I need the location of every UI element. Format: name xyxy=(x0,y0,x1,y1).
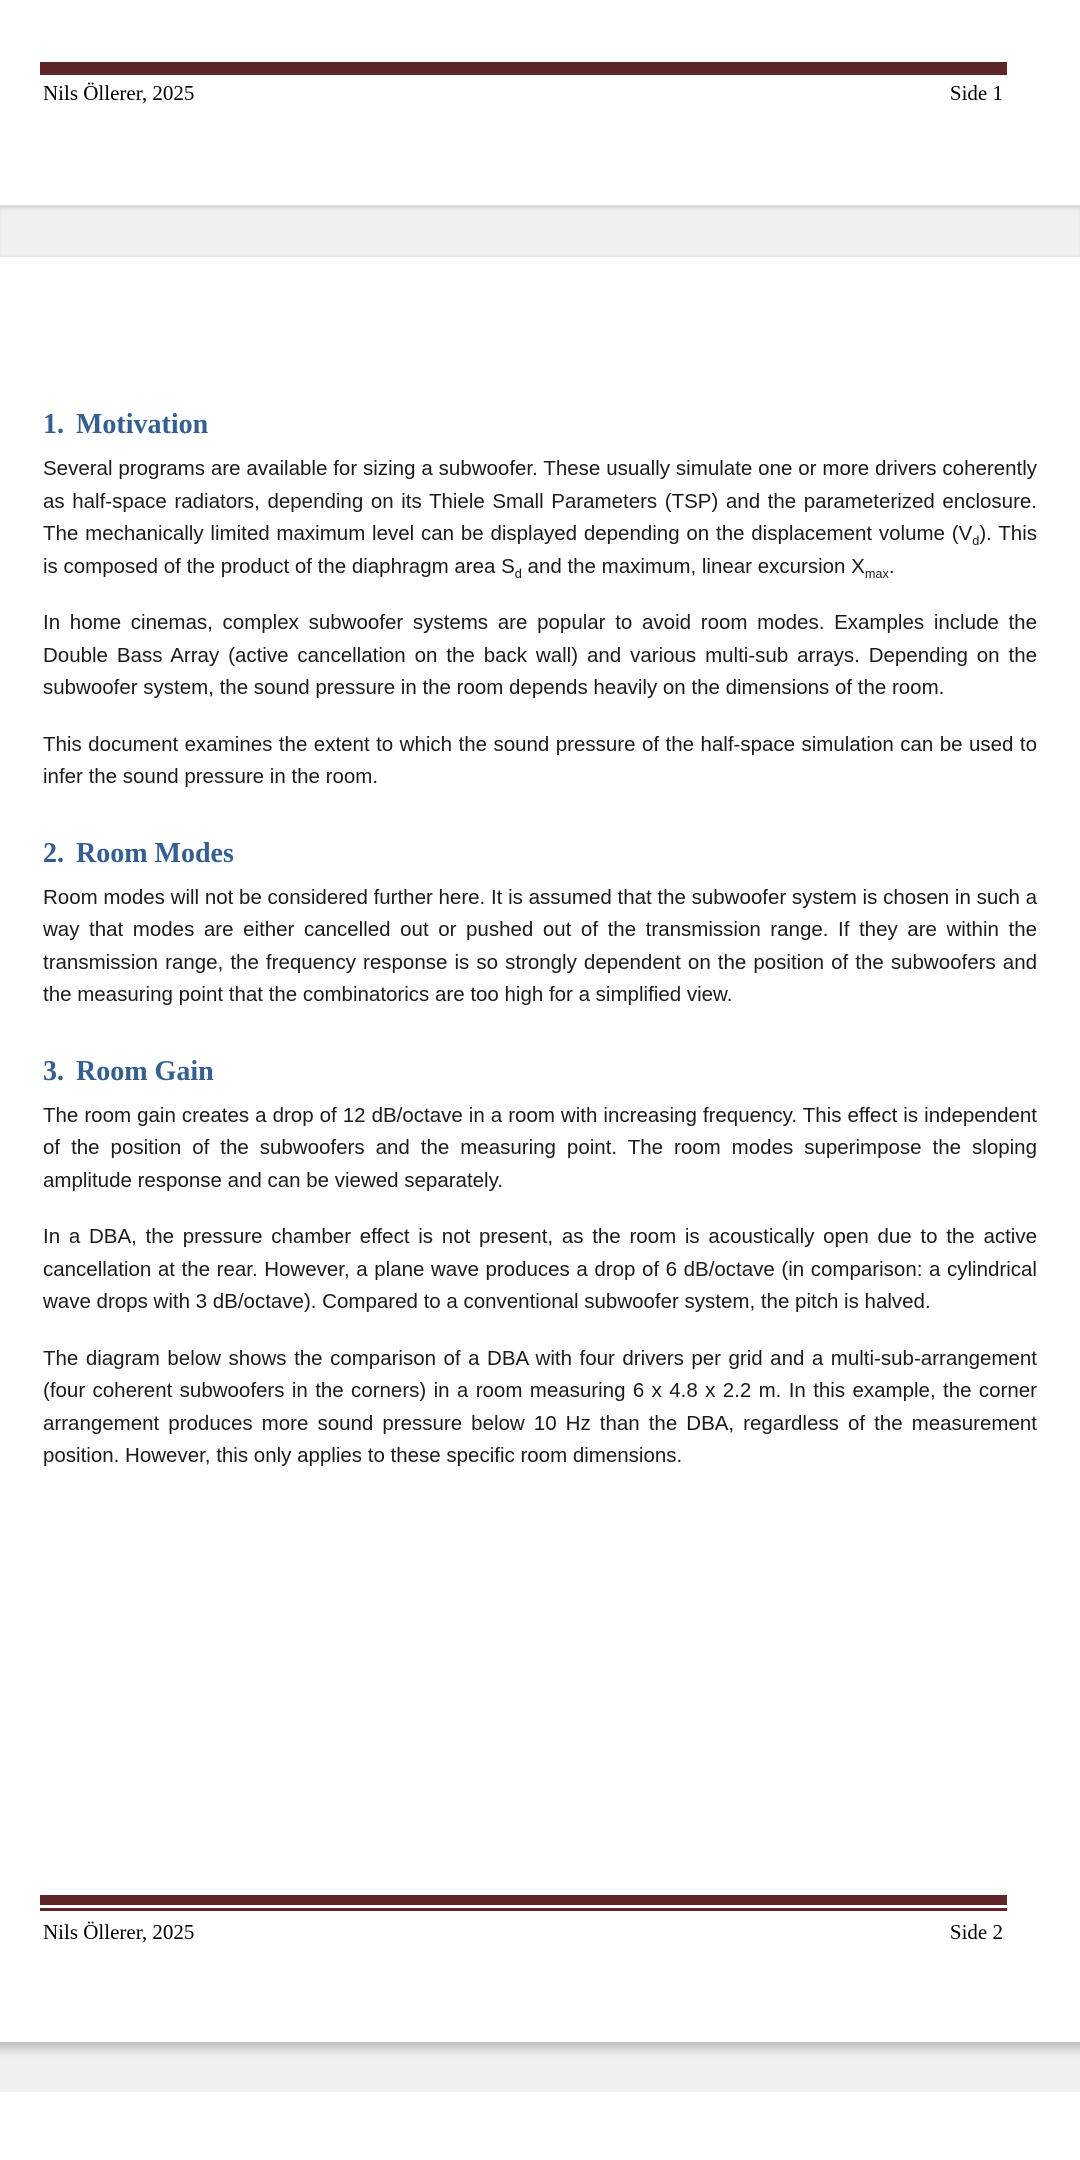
paragraph: The diagram below shows the comparison of a DBA with four drivers per grid and a multi-sub-arrangement (four coherent subwoofers in the corners) in a room measuring 6 x 4.8 x 2.2 m. In this example, the corner arrangement produces more sound pressure below 10 Hz than the DBA, regardless of the measurement position. However, this only applies to these specific room dimensions. xyxy=(43,1346,1037,1467)
subscript: d xyxy=(972,533,980,549)
section-number: 1. xyxy=(43,409,64,440)
footer-author: Nils Öllerer, 2025 xyxy=(43,1920,195,1944)
page-footer xyxy=(43,80,1003,106)
paragraph: Room modes will not be considered further here. It is assumed that the subwoofer system is chosen in such a way that modes are either cancelled out or pushed out of the transmission range. If they are within the transmission range, the frequency response is so strongly dependent on the position of the subwoofers and the measuring point that the combinatorics are too high for a simplified view. xyxy=(43,885,1037,1006)
footer-accent-rule xyxy=(40,1895,1007,1911)
section-title: Room Modes xyxy=(76,837,234,869)
section-heading xyxy=(43,836,1037,872)
footer-page-number: Side 1 xyxy=(949,81,1003,105)
paragraph: The room gain creates a drop of 12 dB/octave in a room with increasing frequency. This effect is independent of the position of the subwoofers and the measuring point. The room modes superimpose the sloping amplitude response and can be viewed separately. xyxy=(43,1103,1037,1192)
section-title: Room Gain xyxy=(76,1055,214,1087)
paragraph: This document examines the extent to which the sound pressure of the half-space simulation can be used to infer the sound pressure in the room. xyxy=(43,732,1037,788)
subscript: d xyxy=(514,565,522,581)
section-heading xyxy=(43,1054,1037,1090)
footer-rule-thick xyxy=(40,1895,1007,1905)
subscript: max xyxy=(864,565,889,581)
page-3-fragment xyxy=(0,2092,1080,2160)
page-1-fragment xyxy=(0,0,1080,205)
paragraph: In a DBA, the pressure chamber effect is not present, as the room is acoustically open due to the active cancellation at the rear. However, a plane wave produces a drop of 6 dB/octave (in comparison: a cylindrical wave drops with 3 dB/octave). Compared to a conventional subwoofer system, the pitch is halved. xyxy=(43,1225,1037,1313)
paragraph: Several programs are available for sizing a subwoofer. These usually simulate one or more drivers coherently as half-space radiators, depending on its Thiele Small Parameters (TSP) and the parameterized enclosure. The mechanically limited maximum level can be displayed depending on the displacement volume $(V_d)$. This is composed of the product of the diaphragm area $S_d$ and the maximum, linear excursion $X_{max}$. xyxy=(43,457,1037,581)
page-gap xyxy=(0,205,1080,257)
page-gap xyxy=(0,2042,1080,2092)
footer-author: Nils Öllerer, 2025 xyxy=(43,81,195,105)
paragraph: In home cinemas, complex subwoofer systems are popular to avoid room modes. Examples include the Double Bass Array (active cancellation on the back wall) and various multi-sub arrays. Depending on the subwoofer system, the sound pressure in the room depends heavily on the dimensions of the room. xyxy=(43,611,1037,699)
footer-page-number: Side 2 xyxy=(949,1920,1003,1944)
section-number: 2. xyxy=(43,837,64,869)
footer-rule-thin xyxy=(40,1908,1007,1911)
footer-accent-rule xyxy=(40,62,1007,75)
section-number: 3. xyxy=(43,1055,64,1087)
section-heading xyxy=(43,407,1037,443)
document-content xyxy=(43,407,1037,1497)
page-2 xyxy=(0,257,1080,2042)
section-title: Motivation xyxy=(76,409,209,440)
page-footer xyxy=(43,1919,1003,1945)
